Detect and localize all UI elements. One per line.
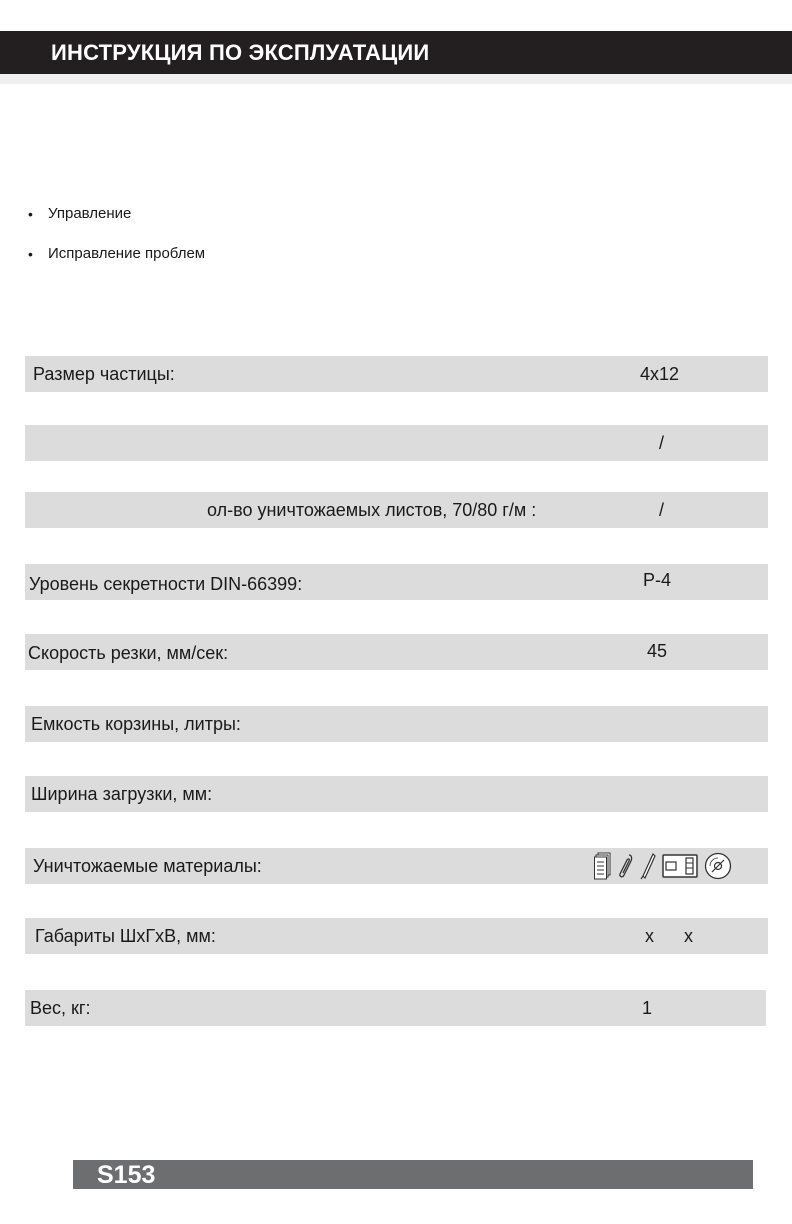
spec-row-weight [25, 990, 766, 1026]
bullet-item-control: • Управление [28, 205, 205, 245]
bullet-list [28, 205, 205, 285]
header-bar [0, 31, 792, 74]
spec-value: / [659, 500, 665, 520]
spec-value: / [659, 433, 665, 453]
spec-row-cutting-speed [25, 634, 768, 670]
spec-row-security-level [25, 564, 768, 600]
paper-clip-icon [618, 852, 634, 880]
paper-stack-icon [594, 852, 612, 880]
spec-label: Ширина загрузки, мм: [31, 784, 213, 804]
header-divider [0, 74, 792, 84]
materials-icons [594, 851, 732, 881]
model-number: S153 [97, 1161, 156, 1189]
page-title: ИНСТРУКЦИЯ ПО ЭКСПЛУАТАЦИИ [51, 40, 430, 65]
cd-disc-icon [704, 852, 732, 880]
spec-label: ол-во уничтожаемых листов, 70/80 г/м : [207, 500, 537, 520]
spec-row-entry-width [25, 776, 768, 812]
spec-value: 45 [647, 641, 668, 661]
spec-label: Размер частицы: [33, 364, 175, 384]
spec-value: x x [645, 926, 694, 946]
spec-row-dimensions [25, 918, 768, 954]
bullet-item-troubleshooting: • Исправление проблем [28, 245, 205, 285]
spec-label: Габариты ШхГхВ, мм: [35, 926, 216, 946]
spec-label: Скорость резки, мм/сек: [28, 643, 229, 663]
spec-label: Уровень секретности DIN-66399: [29, 574, 303, 594]
spec-label: Уничтожаемые материалы: [33, 856, 262, 876]
credit-card-icon [662, 854, 698, 878]
spec-value: P-4 [643, 570, 672, 590]
spec-row-materials [25, 848, 768, 884]
spec-row-blank [25, 425, 768, 461]
spec-row-bin-capacity [25, 706, 768, 742]
staple-icon [640, 852, 656, 880]
spec-value: 4x12 [640, 364, 680, 384]
spec-label: Вес, кг: [30, 998, 91, 1018]
spec-value: 1 [642, 998, 653, 1018]
spec-label: Емкость корзины, литры: [31, 714, 241, 734]
footer-bar [73, 1160, 753, 1189]
spec-row-particle-size [25, 356, 768, 392]
spec-row-sheet-capacity [25, 492, 768, 528]
